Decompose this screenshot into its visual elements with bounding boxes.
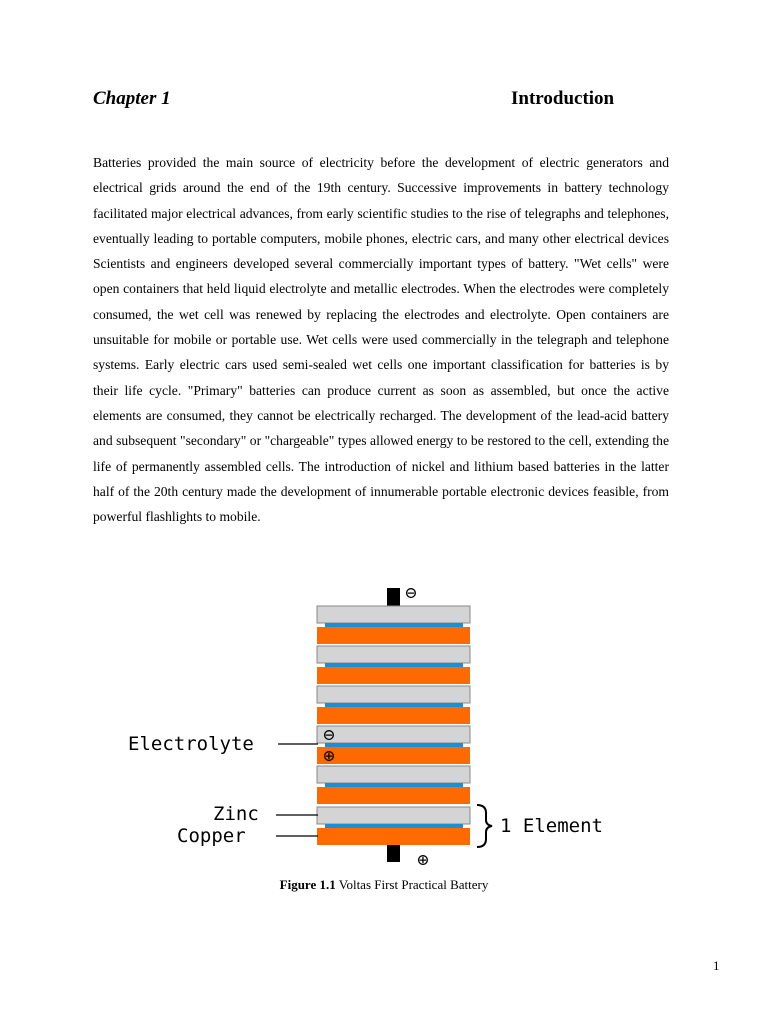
- body-paragraph: Batteries provided the main source of electricity before the development of electric generators and electrical grids around the end of the 19th century. Successive improvements in battery technology facilitated major electrical advances, from early scientific studies to the rise of telegraphs and telephones, eventually leading to portable computers, mobile phones, electric cars, and many other electrical devices Scientists and engineers developed several commercially important types of battery. "Wet cells" were open containers that held liquid electrolyte and metallic electrodes. When the electrodes were completely consumed, the wet cell was renewed by replacing the electrodes and electrolyte. Open containers are unsuitable for mobile or portable use. Wet cells were used commercially in the telegraph and telephone systems. Early electric cars used semi-sealed wet cells one important classification for batteries is by their life cycle. "Primary" batteries can produce current as soon as assembled, but once the active elements are consumed, they cannot be electrically recharged. The development of the lead-acid battery and subsequent "secondary" or "chargeable" types allowed energy to be restored to the cell, extending the life of permanently assembled cells. The introduction of nickel and lithium based batteries in the latter half of the 20th century made the development of innumerable portable electronic devices feasible, from powerful flashlights to mobile.: [93, 155, 669, 525]
- zinc-plate: [317, 606, 470, 623]
- electrolyte-layer: [325, 703, 463, 707]
- zinc-plate: [317, 766, 470, 783]
- zinc-label: Zinc: [213, 803, 259, 825]
- chapter-title: Introduction: [511, 88, 615, 109]
- copper-plate: [317, 627, 470, 644]
- electrolyte-layer: [325, 783, 463, 787]
- chapter-label: Chapter 1: [93, 88, 171, 109]
- negative-terminal: [387, 588, 400, 606]
- copper-plate: [317, 747, 470, 764]
- zinc-plate: [317, 686, 470, 703]
- element-brace: [477, 805, 492, 847]
- battery-stack: [317, 582, 470, 871]
- zinc-plate: [317, 807, 470, 824]
- zinc-plate: [317, 646, 470, 663]
- copper-plate: [317, 707, 470, 724]
- copper-plate: [317, 787, 470, 804]
- electrolyte-layer: [325, 663, 463, 667]
- copper-plate: [317, 667, 470, 684]
- figure-caption-label: Figure 1.1: [279, 877, 336, 892]
- positive-terminal: [387, 845, 400, 862]
- battery-figure: [0, 580, 768, 880]
- electrolyte-layer: [325, 623, 463, 627]
- negative-terminal-symbol: ⊖: [405, 582, 417, 604]
- electrolyte-layer: [325, 824, 463, 828]
- electrolyte-layer: [325, 743, 463, 747]
- element-label: 1 Element: [500, 815, 603, 837]
- positive-charge-symbol: ⊕: [323, 745, 335, 767]
- copper-label: Copper: [177, 825, 246, 847]
- copper-plate: [317, 828, 470, 845]
- electrolyte-label: Electrolyte: [128, 733, 254, 755]
- negative-charge-symbol: ⊖: [323, 724, 335, 746]
- positive-terminal-symbol: ⊕: [417, 849, 429, 871]
- zinc-plate: [317, 726, 470, 743]
- figure-caption: [0, 877, 768, 893]
- page-number: 1: [713, 958, 720, 973]
- figure-caption-text: Voltas First Practical Battery: [335, 877, 489, 892]
